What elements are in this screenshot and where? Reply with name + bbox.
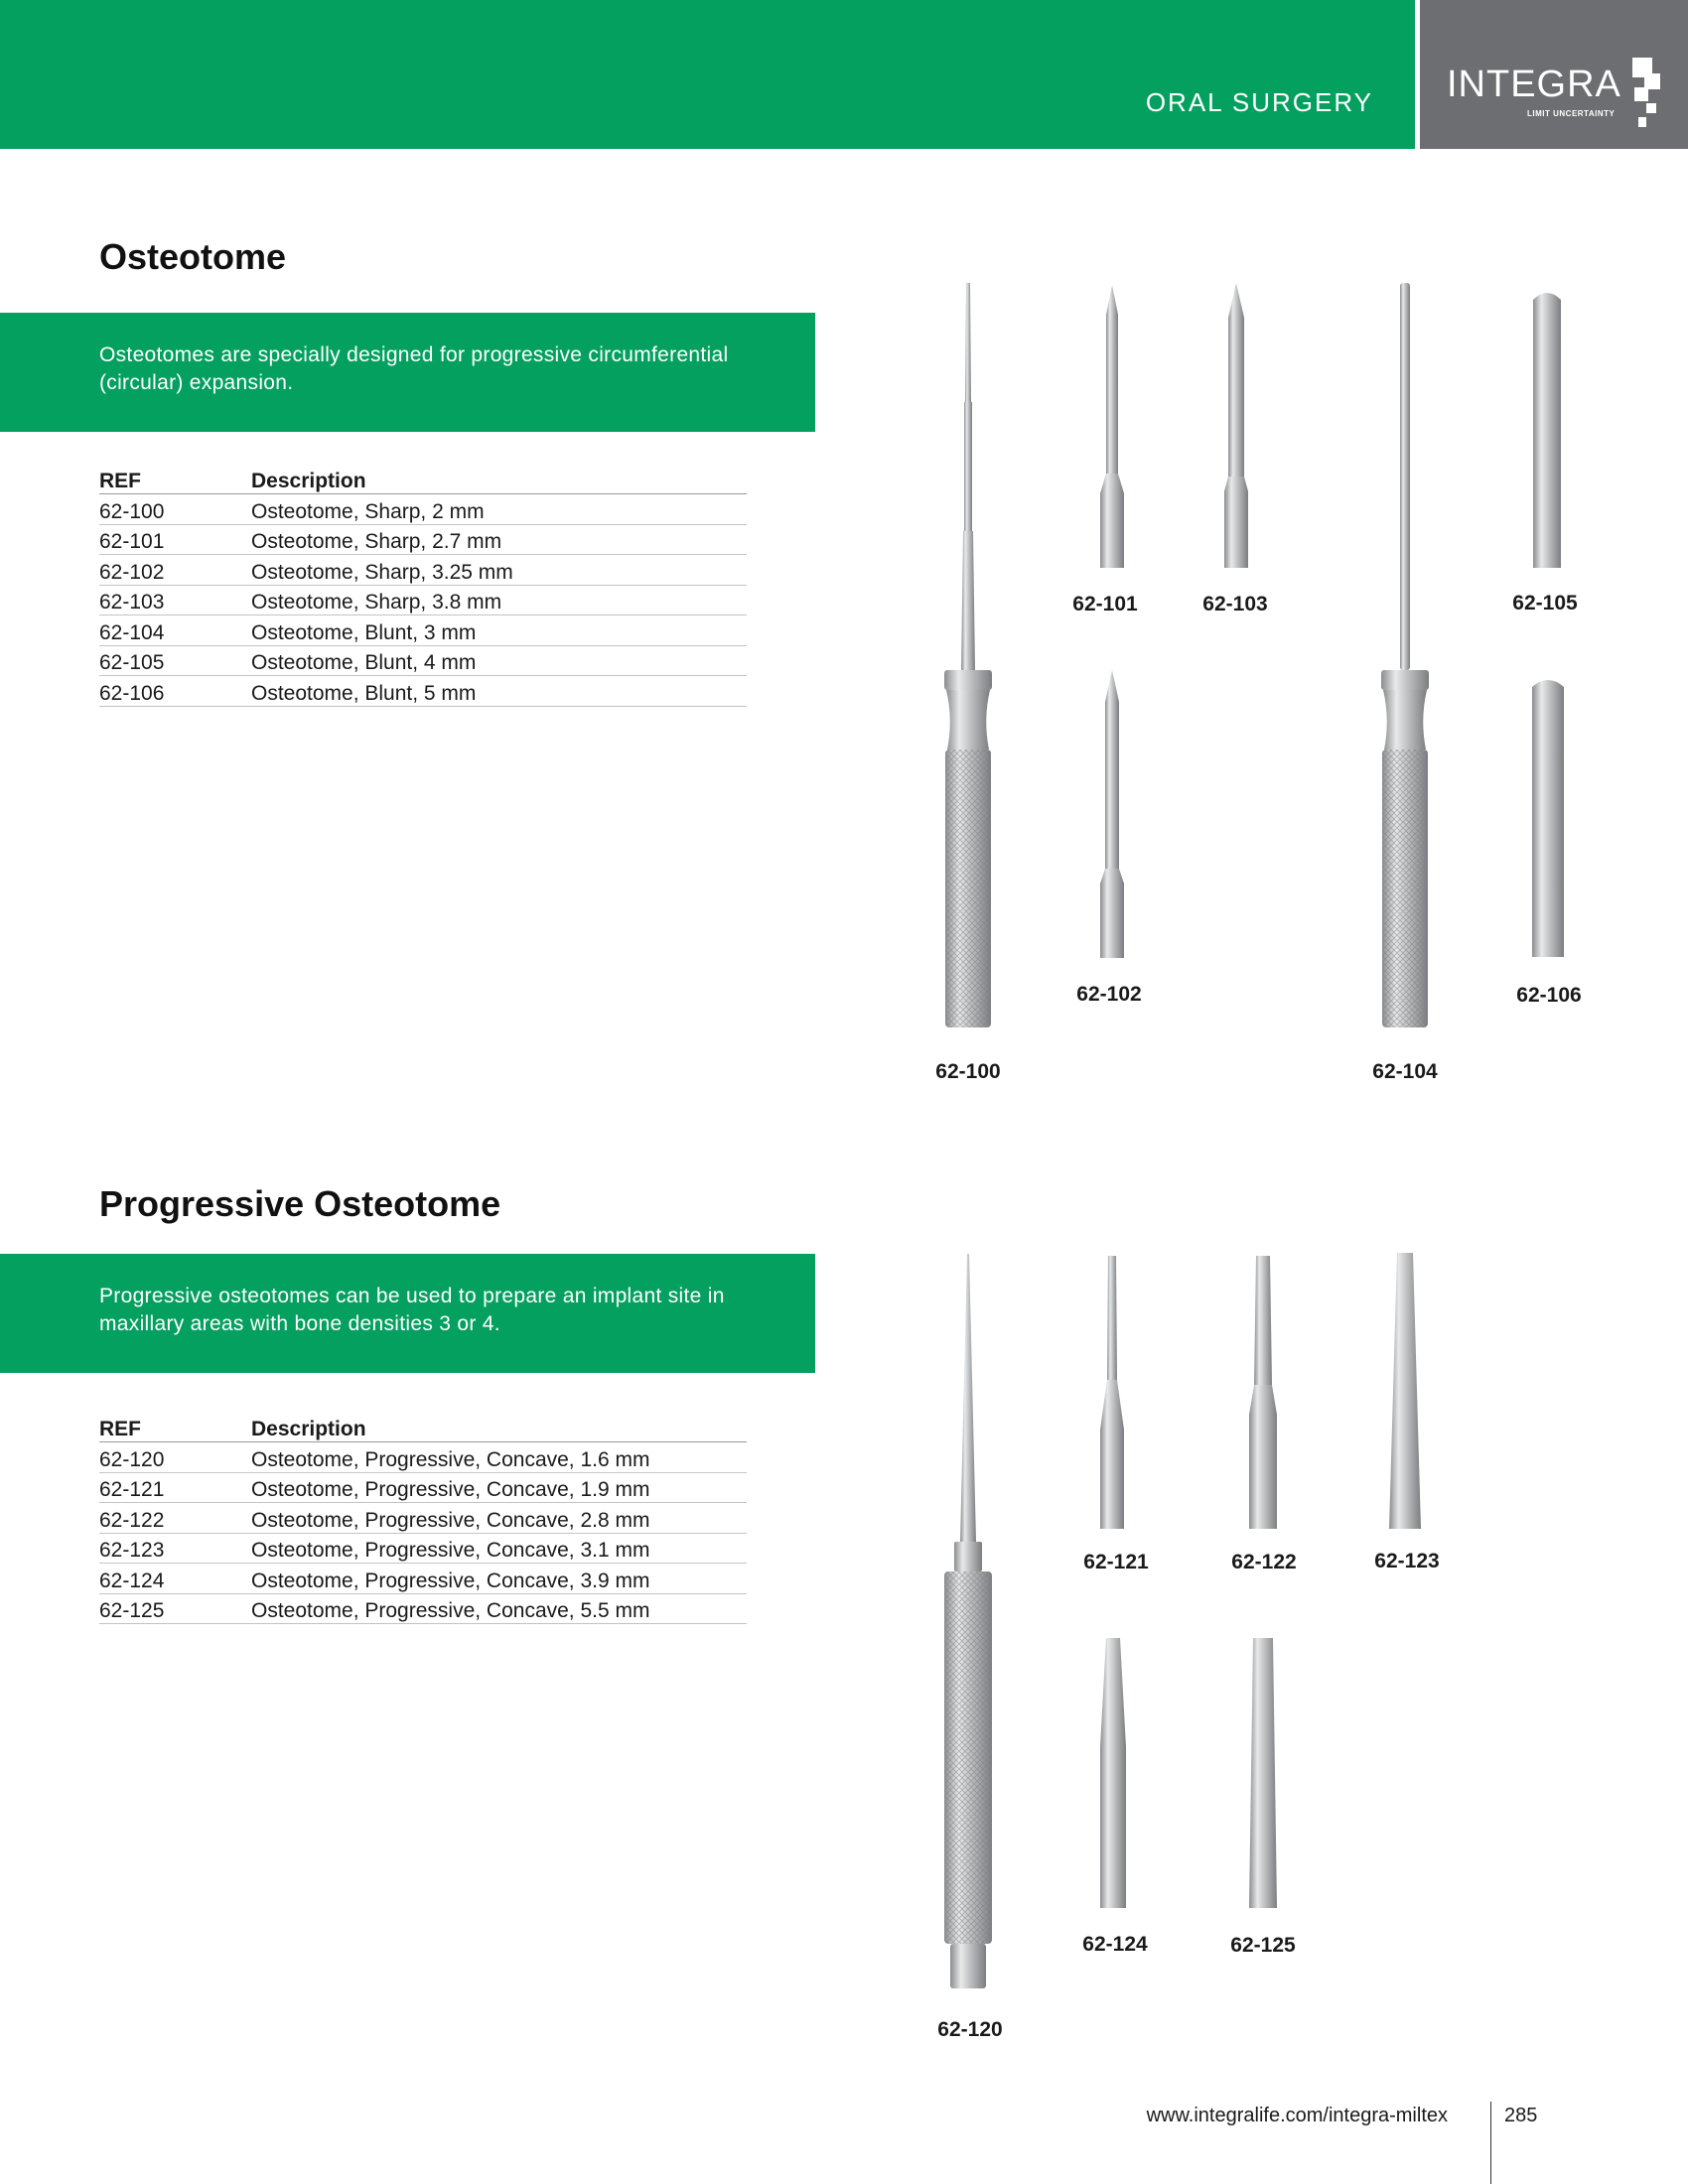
progressive-osteotome-62-123-image: [1383, 1253, 1427, 1529]
ref-cell: 62-102: [99, 555, 251, 586]
osteotome-62-101-image: [1092, 285, 1132, 568]
osteotome-62-100-image: [933, 283, 1003, 1037]
description-band: [0, 1254, 815, 1373]
page-number: 285: [1504, 2105, 1538, 2126]
osteotome-62-103-image: [1216, 283, 1256, 568]
image-label: 62-104: [1372, 1060, 1438, 1083]
image-label: 62-102: [1076, 983, 1142, 1006]
progressive-osteotome-62-121-image: [1092, 1256, 1132, 1529]
description-cell: Osteotome, Progressive, Concave, 3.9 mm: [251, 1564, 747, 1594]
image-label: 62-124: [1082, 1933, 1148, 1956]
logo-block: [1420, 0, 1688, 149]
description-cell: Osteotome, Progressive, Concave, 5.5 mm: [251, 1593, 747, 1624]
table-row: [99, 676, 747, 707]
ref-cell: 62-120: [99, 1442, 251, 1473]
image-label: 62-125: [1230, 1934, 1296, 1957]
column-header-description: Description: [251, 465, 747, 494]
table-row: [99, 1503, 747, 1534]
ref-cell: 62-121: [99, 1472, 251, 1503]
table-row: [99, 1442, 747, 1473]
description-cell: Osteotome, Sharp, 3.25 mm: [251, 555, 747, 586]
progressive-osteotome-62-120-image: [938, 1254, 998, 1993]
table-header-row: [99, 465, 747, 494]
table-row: [99, 645, 747, 676]
section-label: ORAL SURGERY: [1145, 87, 1373, 117]
ref-cell: 62-101: [99, 524, 251, 555]
table-row: [99, 585, 747, 615]
description-band: [0, 313, 815, 432]
section-description: Osteotomes are specially designed for progressive circumferential (circular) expansion.: [99, 343, 729, 394]
footer-divider: [1490, 2102, 1491, 2184]
table-header-row: [99, 1413, 747, 1442]
description-cell: Osteotome, Progressive, Concave, 3.1 mm: [251, 1533, 747, 1564]
header-banner: [0, 0, 1415, 149]
footer-website-link[interactable]: www.integralife.com/integra-miltex: [1146, 2105, 1448, 2126]
image-label: 62-103: [1202, 593, 1268, 615]
section-description: Progressive osteotomes can be used to prepare an implant site in maxillary areas with bone densities 3 or 4.: [99, 1285, 725, 1335]
table-row: [99, 1564, 747, 1594]
table-row: [99, 615, 747, 646]
image-label: 62-106: [1516, 984, 1582, 1007]
logo-tagline: LIMIT UNCERTAINTY: [1527, 109, 1616, 118]
ref-cell: 62-104: [99, 615, 251, 646]
integra-logo: INTEGRA: [1447, 64, 1621, 105]
spec-table-progressive-osteotome: [99, 1413, 747, 1624]
table-row: [99, 1593, 747, 1624]
osteotome-62-105-image: [1527, 286, 1567, 568]
description-cell: Osteotome, Progressive, Concave, 1.6 mm: [251, 1442, 747, 1473]
ref-cell: 62-123: [99, 1533, 251, 1564]
column-header-description: Description: [251, 1413, 747, 1442]
ref-cell: 62-106: [99, 676, 251, 707]
progressive-osteotome-62-122-image: [1241, 1256, 1285, 1529]
spec-table-osteotome: [99, 465, 747, 707]
image-label: 62-101: [1072, 593, 1138, 615]
ref-cell: 62-122: [99, 1503, 251, 1534]
description-cell: Osteotome, Sharp, 2 mm: [251, 494, 747, 525]
osteotome-62-106-image: [1528, 673, 1568, 957]
image-label: 62-100: [935, 1060, 1001, 1083]
description-cell: Osteotome, Progressive, Concave, 2.8 mm: [251, 1503, 747, 1534]
table-row: [99, 494, 747, 525]
ref-cell: 62-100: [99, 494, 251, 525]
table-row: [99, 1472, 747, 1503]
description-cell: Osteotome, Blunt, 5 mm: [251, 676, 747, 707]
column-header-ref: REF: [99, 1413, 251, 1442]
description-cell: Osteotome, Sharp, 3.8 mm: [251, 585, 747, 615]
progressive-osteotome-62-124-image: [1092, 1638, 1134, 1908]
section-title-progressive-osteotome: Progressive Osteotome: [99, 1183, 501, 1224]
ref-cell: 62-125: [99, 1593, 251, 1624]
description-cell: Osteotome, Blunt, 3 mm: [251, 615, 747, 646]
description-cell: Osteotome, Blunt, 4 mm: [251, 645, 747, 676]
ref-cell: 62-105: [99, 645, 251, 676]
column-header-ref: REF: [99, 465, 251, 494]
ref-cell: 62-124: [99, 1564, 251, 1594]
table-row: [99, 1533, 747, 1564]
image-label: 62-120: [937, 2018, 1003, 2041]
progressive-osteotome-62-125-image: [1243, 1638, 1283, 1908]
section-title-osteotome: Osteotome: [99, 236, 287, 277]
ref-cell: 62-103: [99, 585, 251, 615]
osteotome-62-104-image: [1370, 283, 1440, 1037]
table-row: [99, 524, 747, 555]
image-label: 62-122: [1231, 1551, 1297, 1573]
description-cell: Osteotome, Progressive, Concave, 1.9 mm: [251, 1472, 747, 1503]
image-label: 62-121: [1083, 1551, 1149, 1573]
table-row: [99, 555, 747, 586]
image-label: 62-105: [1512, 592, 1578, 614]
logo-mark-icon: [1626, 58, 1662, 133]
description-cell: Osteotome, Sharp, 2.7 mm: [251, 524, 747, 555]
image-label: 62-123: [1374, 1550, 1440, 1572]
osteotome-62-102-image: [1092, 670, 1132, 958]
